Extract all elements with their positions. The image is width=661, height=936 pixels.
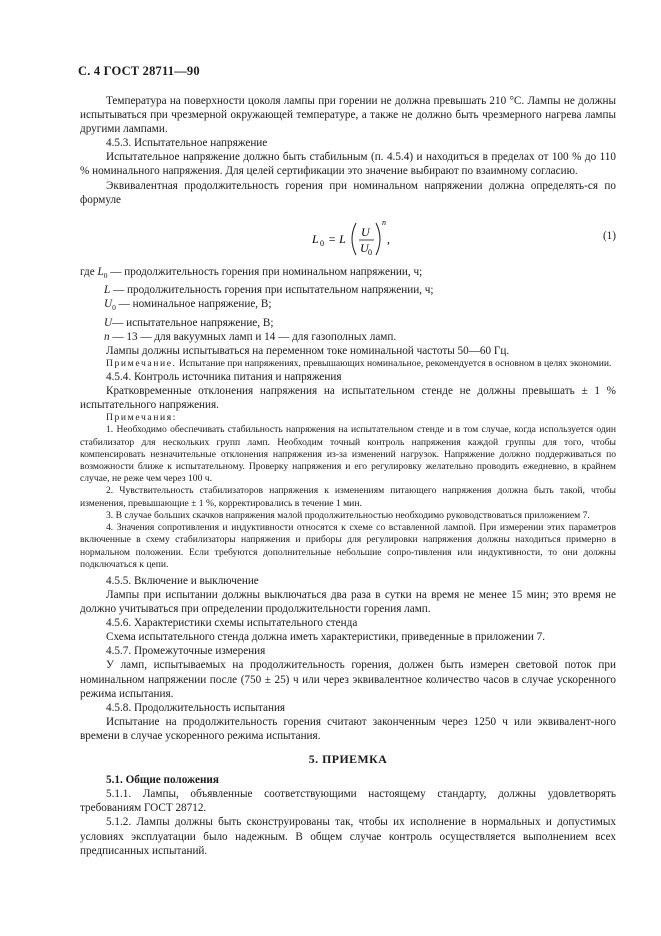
definition-subscript: 0 <box>103 270 108 280</box>
definition-U0 <box>80 297 616 315</box>
heading-4-5-8: 4.5.8. Продолжительность испытания <box>106 701 286 714</box>
formula-definitions <box>80 265 616 344</box>
note-item-2: 2. Чувствительность стабилизаторов напряжения к изменениям питающего напряжения должна быть такой, чтобы изменения, превышающие ± 1 %, корректировались в течение 1 мин. <box>80 485 616 509</box>
heading-4-5-5: 4.5.5. Включение и выключение <box>106 574 259 587</box>
heading-4-5-7: 4.5.7. Промежуточные измерения <box>106 645 266 658</box>
note-1-text: Испытание при напряжениях, превышающих номинальное, рекомендуется в основном в целях экономии. <box>176 357 612 369</box>
definition-text: — продолжительность горения при номинальном напряжении, ч; <box>107 265 423 278</box>
notes-label-text: Примечания: <box>106 412 177 424</box>
notes-label <box>80 412 616 424</box>
paragraph-equivalent-duration: Эквивалентная продолжительность горения при номинальном напряжении должна определять-ся по формуле <box>80 179 616 206</box>
note-item-1: 1. Необходимо обеспечивать стабильность напряжения на испытательном стенде и в том случае, когда используется один стабилизатор для нескольких групп ламп. Необходим точный контроль напряжения каждой группы для того, чтобы компенсировать незначительные отклонения напряжения из-за изменений нагрузок. Напряжение должно поддерживаться по возможности ближе к испытательному. Проверку напряжения и его регулировку желательно проводить ежедневно, в крайнем случае, не реже чем через 100 ч. <box>80 424 616 485</box>
formula-lhs: L <box>312 231 319 246</box>
formula-number: (1) <box>602 229 616 242</box>
definition-symbol: L <box>97 265 104 278</box>
definition-U <box>80 316 616 330</box>
paragraph-switching: Лампы при испытании должны выключаться два раза в сутки на время не менее 15 мин; это время не должно учитываться при определении продолжительности горения ламп. <box>80 589 616 616</box>
definition-symbol: L <box>104 284 111 297</box>
definition-prefix: где <box>80 265 98 278</box>
formula-trailing-comma: , <box>387 231 390 246</box>
page-header: С. 4 ГОСТ 28711—90 <box>78 64 200 78</box>
paragraph-frequency: Лампы должны испытываться на переменном токе номинальной частоты 50—60 Гц. <box>106 344 510 357</box>
paragraph-circuit: Схема испытательного стенда должна иметь характеристики, приведенные в приложении 7. <box>106 631 546 644</box>
definition-symbol: n <box>104 330 110 343</box>
formula-denominator-sub: 0 <box>368 247 372 257</box>
note-item-3: 3. В случае больших скачков напряжения малой продолжительностью необходимо руководствоваться приложением 7. <box>106 509 590 521</box>
formula-expression <box>312 217 452 261</box>
paragraph-test-voltage: Испытательное напряжение должно быть стабильным (п. 4.5.4) и находиться в пределах от 100 % до 110 % номинального напряжения. Для целей сертификации это значение выбирают по взаимному согласию. <box>80 151 616 178</box>
section-title-5: 5. ПРИЕМКА <box>308 752 388 767</box>
formula-paren-right <box>376 223 380 255</box>
definition-subscript: 0 <box>112 303 116 313</box>
definition-symbol: U <box>104 316 113 329</box>
note-item-4: 4. Значения сопротивления и индуктивности относятся к схеме со вставленной лампой. При измерении этих параметров включенные в схему стабилизаторы напряжения и приборы для регулировки напряжения должны находиться примерно в нормальном положении. Если требуются дополнительные небольшие сопро-тивления или индуктивности, то они должны подключаться к цепи. <box>80 522 616 570</box>
definition-text: — продолжительность горения при испытательном напряжении, ч; <box>110 284 434 297</box>
definition-text: — 13 — для вакуумных ламп и 14 — для газополных ламп. <box>109 330 397 343</box>
heading-4-5-4: 4.5.4. Контроль источника питания и напряжения <box>106 370 342 383</box>
heading-4-5-3: 4.5.3. Испытательное напряжение <box>106 137 268 150</box>
definition-text: — испытательное напряжение, В; <box>112 316 274 329</box>
paragraph-5-1-1: 5.1.1. Лампы, объявленные соответствующими настоящему стандарту, должны удовлетворять требованиям ГОСТ 28712. <box>80 788 616 815</box>
formula-denominator: U <box>360 240 369 255</box>
note-1-label: Примечание. <box>106 357 177 369</box>
definition-text: — номинальное напряжение, В; <box>115 298 272 311</box>
formula-numerator: U <box>361 224 370 239</box>
definition-n <box>80 330 616 344</box>
heading-5-1: 5.1. Общие положения <box>106 774 219 787</box>
paragraph-voltage-deviation: Кратковременные отклонения напряжения на испытательном стенде не должны превышать ± 1 % испытательного напряжения. <box>80 385 616 412</box>
definition-symbol: U <box>104 298 113 311</box>
heading-4-5-6: 4.5.6. Характеристики схемы испытательного стенда <box>106 617 358 630</box>
formula-paren-left <box>352 223 356 255</box>
page-content <box>80 94 616 858</box>
paragraph-5-1-2: 5.1.2. Лампы должны быть сконструированы так, чтобы их исполнение в нормальных и допустимых условиях эксплуатации было надежным. В общем случае контроль осуществляется выполнением всех предписанных испытаний. <box>80 816 616 857</box>
formula-eq: = L <box>328 231 346 246</box>
paragraph-temperature: Температура на поверхности цоколя лампы при горении не должна превышать 210 °С. Лампы не должны испытываться при чрезмерной окружающей температуре, а также не должно быть чрезмерного нагрева лампы другими лампами. <box>80 95 616 136</box>
paragraph-intermediate: У ламп, испытываемых на продолжительность горения, должен быть измерен световой поток при номинальном напряжении после (750 ± 25) ч или через эквивалентное количество часов в случае ускоренного режима испытания. <box>80 659 616 700</box>
formula-exponent: n <box>382 217 386 227</box>
paragraph-test-duration: Испытание на продолжительность горения считают законченным через 1250 ч или эквивалент-ного времени в случае ускоренного режима испытания. <box>80 715 616 742</box>
formula-1 <box>80 213 616 263</box>
note-1 <box>80 358 616 370</box>
formula-lhs-sub: 0 <box>320 238 324 248</box>
definition-L0 <box>80 265 616 283</box>
definition-L <box>80 283 616 297</box>
